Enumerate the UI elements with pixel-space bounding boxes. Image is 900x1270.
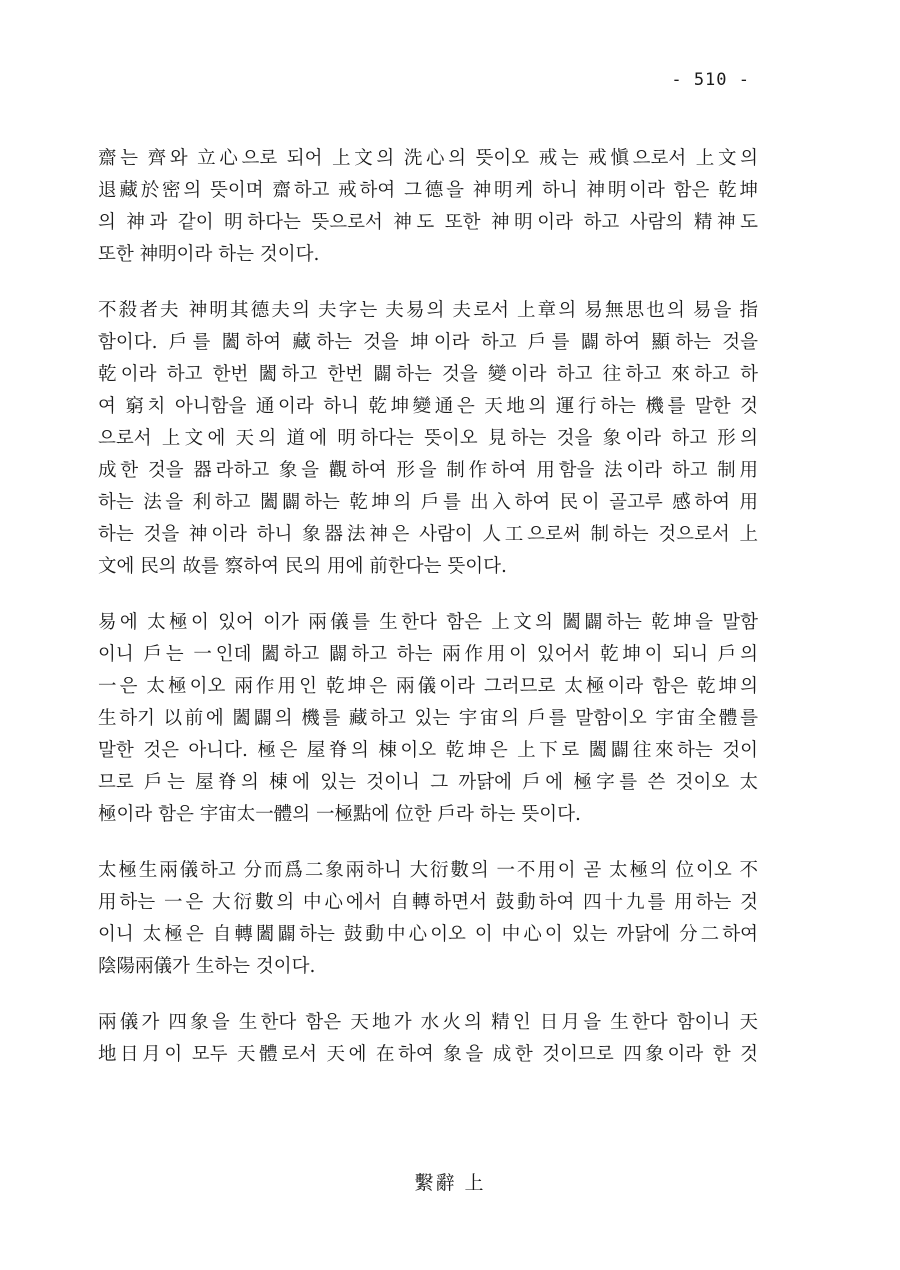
text-line: 易에 太極이 있어 이가 兩儀를 生한다 함은 上文의 闔闢하는 乾坤을 말함 [98,612,758,633]
text-line: 말한 것은 아니다. 極은 屋脊의 棟이오 乾坤은 上下로 闔闢往來하는 것이 [98,740,758,761]
text-line: 乾이라 하고 한번 闔하고 한번 闢하는 것을 變이라 하고 往하고 來하고 하 [98,364,758,385]
text-line: 陰陽兩儀가 生하는 것이다. [98,956,316,977]
document-body [98,143,758,1095]
text-line: 文에 民의 故를 察하여 民의 用에 前한다는 뜻이다. [98,556,507,577]
paragraph-1 [98,143,758,271]
text-line: 成한 것을 器라하고 象을 觀하여 形을 制作하여 用함을 法이라 하고 制用 [98,460,758,481]
text-line: 하는 것을 神이라 하니 象器法神은 사람이 人工으로써 制하는 것으로서 上 [98,524,758,545]
text-line: 이니 太極은 自轉闔闢하는 鼓動中心이오 이 中心이 있는 까닭에 分二하여 [98,924,758,945]
running-footer: 繫辭 上 [414,1172,486,1194]
text-line: 하는 法을 利하고 闔闢하는 乾坤의 戶를 出入하여 民이 골고루 感하여 用 [98,492,758,513]
text-line: 함이다. 戶를 闔하여 藏하는 것을 坤이라 하고 戶를 闢하여 顯하는 것을 [98,332,758,353]
text-line: 退藏於密의 뜻이며 齋하고 戒하여 그德을 神明케 하니 神明이라 함은 乾坤 [98,180,758,201]
text-line: 齋는 齊와 立心으로 되어 上文의 洗心의 뜻이오 戒는 戒愼으로서 上文의 [98,148,758,169]
paragraph-5 [98,1007,758,1071]
paragraph-2 [98,295,758,583]
text-line: 生하기 以前에 闔闢의 機를 藏하고 있는 宇宙의 戶를 말함이오 宇宙全體를 [98,708,758,729]
text-line: 의 神과 같이 明하다는 뜻으로서 神도 또한 神明이라 하고 사람의 精神도 [98,212,758,233]
text-line: 으로서 上文에 天의 道에 明하다는 뜻이오 見하는 것을 象이라 하고 形의 [98,428,758,449]
paragraph-4 [98,855,758,983]
text-line: 不殺者夫 神明其德夫의 夫字는 夫易의 夫로서 上章의 易無思也의 易을 指 [98,300,758,321]
text-line: 太極生兩儀하고 分而爲二象兩하니 大衍數의 一不用이 곧 太極의 位이오 不 [98,860,758,881]
paragraph-3 [98,607,758,831]
text-line: 兩儀가 四象을 生한다 함은 天地가 水火의 精인 日月을 生한다 함이니 天 [98,1012,758,1033]
text-line: 用하는 一은 大衍數의 中心에서 自轉하면서 鼓動하여 四十九를 用하는 것 [98,892,758,913]
text-line: 또한 神明이라 하는 것이다. [98,244,320,265]
text-line: 一은 太極이오 兩作用인 乾坤은 兩儀이라 그러므로 太極이라 함은 乾坤의 [98,676,758,697]
text-line: 여 窮치 아니함을 通이라 하니 乾坤變通은 天地의 運行하는 機를 말한 것 [98,396,758,417]
text-line: 이니 戶는 一인데 闔하고 闢하고 하는 兩作用이 있어서 乾坤이 되니 戶의 [98,644,758,665]
page-number: - 510 - [671,70,750,90]
text-line: 므로 戶는 屋脊의 棟에 있는 것이니 그 까닭에 戶에 極字를 쓴 것이오 太 [98,772,758,793]
text-line: 地日月이 모두 天體로서 天에 在하여 象을 成한 것이므로 四象이라 한 것 [98,1044,758,1065]
text-line: 極이라 함은 宇宙太一體의 一極點에 位한 戶라 하는 뜻이다. [98,804,581,825]
